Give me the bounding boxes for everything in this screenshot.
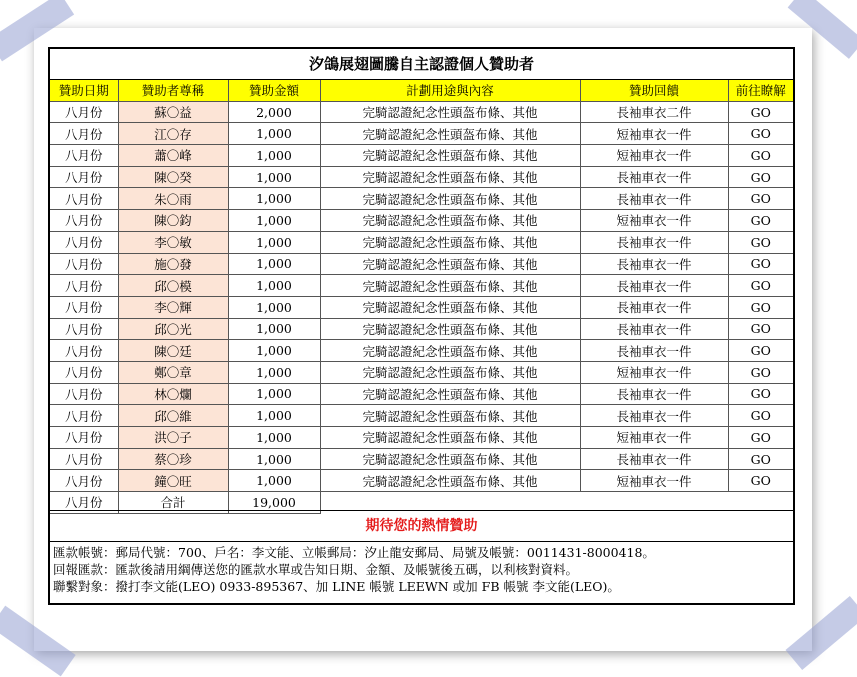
- total-amount: 19,000: [228, 492, 320, 514]
- table-row: [50, 361, 793, 383]
- cell-date: 八月份: [50, 166, 118, 188]
- table-row: [50, 123, 793, 145]
- cell-purpose: 完騎認證紀念性頭盔布條、其他: [320, 166, 580, 188]
- table-row: [50, 448, 793, 470]
- cell-reward: 長袖車衣一件: [580, 253, 728, 275]
- contact-info: 聯繫對象：撥打李文能(LEO) 0933-895367、加 LINE 帳號 LEEWN 或加 FB 帳號 李文能(LEO)。: [53, 579, 620, 594]
- cell-date: 八月份: [50, 210, 118, 232]
- cell-purpose: 完騎認證紀念性頭盔布條、其他: [320, 383, 580, 405]
- cell-date: 八月份: [50, 253, 118, 275]
- cell-amount: 1,000: [228, 210, 320, 232]
- payment-info: [53, 544, 791, 595]
- cell-purpose: 完騎認證紀念性頭盔布條、其他: [320, 123, 580, 145]
- page-title: 汐鴿展翅圖騰自主認證個人贊助者: [50, 49, 793, 80]
- table-row: [50, 253, 793, 275]
- cell-reward: 短袖車衣一件: [580, 470, 728, 492]
- cell-name: 洪〇子: [118, 427, 228, 449]
- cell-amount: 1,000: [228, 470, 320, 492]
- cell-purpose: 完騎認證紀念性頭盔布條、其他: [320, 188, 580, 210]
- cell-name: 鐘〇旺: [118, 470, 228, 492]
- cell-amount: 1,000: [228, 166, 320, 188]
- report-info: 回報匯款：匯款後請用綱傳送您的匯款水單或告知日期、金額、及帳號後五碼，以利核對資料。: [53, 562, 579, 577]
- cell-amount: 1,000: [228, 361, 320, 383]
- cell-purpose: 完騎認證紀念性頭盔布條、其他: [320, 470, 580, 492]
- cell-name: 李〇輝: [118, 296, 228, 318]
- cell-amount: 1,000: [228, 405, 320, 427]
- cell-purpose: 完騎認證紀念性頭盔布條、其他: [320, 231, 580, 253]
- cell-name: 蘇〇益: [118, 101, 228, 123]
- cell-name: 施〇發: [118, 253, 228, 275]
- cell-date: 八月份: [50, 275, 118, 297]
- go-link[interactable]: GO: [728, 361, 793, 383]
- cell-purpose: 完騎認證紀念性頭盔布條、其他: [320, 253, 580, 275]
- total-label: 合計: [118, 492, 228, 514]
- cell-reward: 長袖車衣一件: [580, 188, 728, 210]
- cell-amount: 1,000: [228, 296, 320, 318]
- cell-name: 邱〇維: [118, 405, 228, 427]
- account-info: 匯款帳號：郵局代號：700、戶名：李文能、立帳郵局：汐止龍安郵局、局號及帳號：0011431-8000418。: [53, 545, 655, 560]
- cell-purpose: 完騎認證紀念性頭盔布條、其他: [320, 318, 580, 340]
- cell-reward: 長袖車衣一件: [580, 448, 728, 470]
- cell-reward: 長袖車衣一件: [580, 275, 728, 297]
- table-row: [50, 188, 793, 210]
- cell-name: 陳〇鈞: [118, 210, 228, 232]
- table-row: [50, 231, 793, 253]
- cell-name: 邱〇模: [118, 275, 228, 297]
- table-row: [50, 405, 793, 427]
- cell-reward: 長袖車衣一件: [580, 231, 728, 253]
- cell-date: 八月份: [50, 340, 118, 362]
- cell-amount: 1,000: [228, 123, 320, 145]
- cell-reward: 短袖車衣一件: [580, 123, 728, 145]
- cell-amount: 1,000: [228, 340, 320, 362]
- sponsor-table: [50, 80, 793, 514]
- cell-purpose: 完騎認證紀念性頭盔布條、其他: [320, 448, 580, 470]
- cell-name: 邱〇光: [118, 318, 228, 340]
- cell-amount: 1,000: [228, 253, 320, 275]
- go-link[interactable]: GO: [728, 296, 793, 318]
- cell-reward: 短袖車衣一件: [580, 145, 728, 167]
- cell-reward: 長袖車衣二件: [580, 101, 728, 123]
- cell-date: 八月份: [50, 231, 118, 253]
- cell-amount: 1,000: [228, 448, 320, 470]
- cell-purpose: 完騎認證紀念性頭盔布條、其他: [320, 275, 580, 297]
- table-row: [50, 166, 793, 188]
- cell-date: 八月份: [50, 383, 118, 405]
- cell-date: 八月份: [50, 296, 118, 318]
- cell-amount: 1,000: [228, 145, 320, 167]
- cell-amount: 1,000: [228, 383, 320, 405]
- table-header-row: [50, 80, 793, 101]
- cell-name: 蕭〇峰: [118, 145, 228, 167]
- cell-purpose: 完騎認證紀念性頭盔布條、其他: [320, 101, 580, 123]
- cell-date: 八月份: [50, 470, 118, 492]
- go-link[interactable]: GO: [728, 210, 793, 232]
- cell-name: 鄭〇章: [118, 361, 228, 383]
- cell-reward: 長袖車衣一件: [580, 318, 728, 340]
- cell-purpose: 完騎認證紀念性頭盔布條、其他: [320, 145, 580, 167]
- cell-purpose: 完騎認證紀念性頭盔布條、其他: [320, 405, 580, 427]
- table-row: [50, 340, 793, 362]
- cell-amount: 1,000: [228, 318, 320, 340]
- slogan-banner: 期待您的熱情贊助: [50, 510, 793, 542]
- cell-date: 八月份: [50, 318, 118, 340]
- cell-name: 林〇爛: [118, 383, 228, 405]
- header-purpose: 計劃用途與內容: [320, 80, 580, 101]
- table-row: [50, 101, 793, 123]
- header-reward: 贊助回饋: [580, 80, 728, 101]
- table-row: [50, 470, 793, 492]
- cell-purpose: 完騎認證紀念性頭盔布條、其他: [320, 340, 580, 362]
- cell-name: 蔡〇珍: [118, 448, 228, 470]
- cell-date: 八月份: [50, 448, 118, 470]
- sponsor-sheet: [48, 47, 795, 605]
- go-link[interactable]: GO: [728, 123, 793, 145]
- go-link[interactable]: GO: [728, 340, 793, 362]
- cell-amount: 1,000: [228, 188, 320, 210]
- cell-reward: 短袖車衣一件: [580, 210, 728, 232]
- header-amount: 贊助金額: [228, 80, 320, 101]
- go-link[interactable]: GO: [728, 188, 793, 210]
- cell-date: 八月份: [50, 361, 118, 383]
- cell-amount: 2,000: [228, 101, 320, 123]
- cell-date: 八月份: [50, 427, 118, 449]
- cell-date: 八月份: [50, 123, 118, 145]
- go-link[interactable]: GO: [728, 383, 793, 405]
- table-row: [50, 427, 793, 449]
- cell-date: 八月份: [50, 405, 118, 427]
- cell-name: 李〇敏: [118, 231, 228, 253]
- go-link[interactable]: GO: [728, 470, 793, 492]
- table-row: [50, 210, 793, 232]
- cell-reward: 短袖車衣一件: [580, 361, 728, 383]
- table-row: [50, 383, 793, 405]
- cell-date: 八月份: [50, 188, 118, 210]
- cell-name: 朱〇雨: [118, 188, 228, 210]
- go-link[interactable]: GO: [728, 427, 793, 449]
- cell-reward: 長袖車衣一件: [580, 340, 728, 362]
- go-link[interactable]: GO: [728, 405, 793, 427]
- go-link[interactable]: GO: [728, 253, 793, 275]
- cell-amount: 1,000: [228, 231, 320, 253]
- cell-date: 八月份: [50, 101, 118, 123]
- header-date: 贊助日期: [50, 80, 118, 101]
- cell-name: 陳〇癸: [118, 166, 228, 188]
- cell-purpose: 完騎認證紀念性頭盔布條、其他: [320, 427, 580, 449]
- cell-reward: 長袖車衣一件: [580, 405, 728, 427]
- cell-date: 八月份: [50, 145, 118, 167]
- total-date: 八月份: [50, 492, 118, 514]
- cell-purpose: 完騎認證紀念性頭盔布條、其他: [320, 361, 580, 383]
- cell-reward: 長袖車衣一件: [580, 166, 728, 188]
- go-link[interactable]: GO: [728, 145, 793, 167]
- header-name: 贊助者尊稱: [118, 80, 228, 101]
- go-link[interactable]: GO: [728, 448, 793, 470]
- table-row: [50, 145, 793, 167]
- go-link[interactable]: GO: [728, 101, 793, 123]
- table-row: [50, 318, 793, 340]
- go-link[interactable]: GO: [728, 318, 793, 340]
- cell-amount: 1,000: [228, 427, 320, 449]
- cell-name: 江〇存: [118, 123, 228, 145]
- cell-purpose: 完騎認證紀念性頭盔布條、其他: [320, 210, 580, 232]
- cell-reward: 短袖車衣一件: [580, 427, 728, 449]
- cell-amount: 1,000: [228, 275, 320, 297]
- go-link[interactable]: GO: [728, 231, 793, 253]
- go-link[interactable]: GO: [728, 166, 793, 188]
- table-row: [50, 296, 793, 318]
- go-link[interactable]: GO: [728, 275, 793, 297]
- table-row: [50, 275, 793, 297]
- header-link: 前往瞭解: [728, 80, 793, 101]
- cell-reward: 長袖車衣一件: [580, 296, 728, 318]
- cell-name: 陳〇廷: [118, 340, 228, 362]
- cell-purpose: 完騎認證紀念性頭盔布條、其他: [320, 296, 580, 318]
- cell-reward: 長袖車衣一件: [580, 383, 728, 405]
